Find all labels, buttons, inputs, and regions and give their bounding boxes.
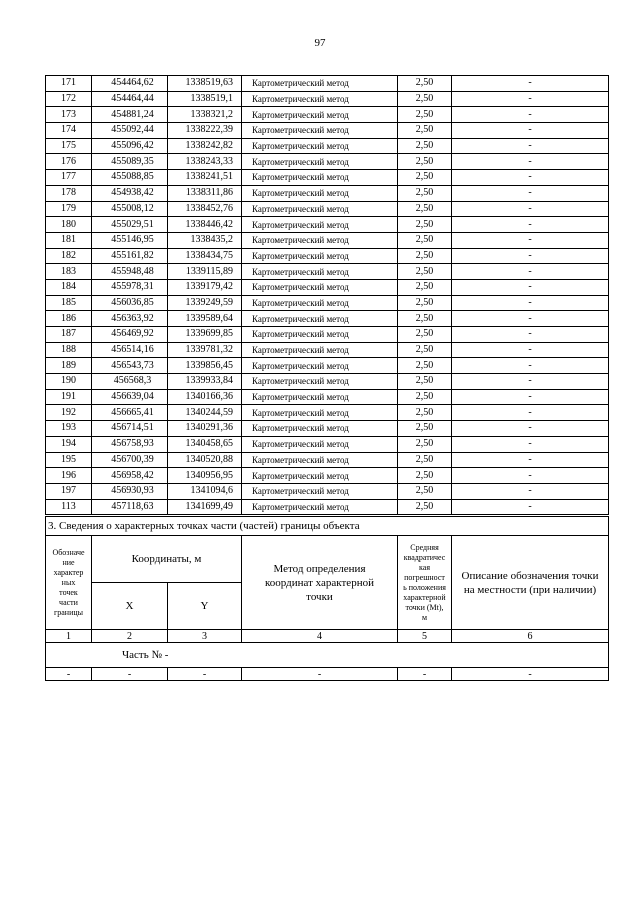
method: Картометрический метод [242,91,398,107]
y-coordinate: 1341699,49 [168,499,242,515]
error-value: 2,50 [398,170,452,186]
description: - [452,217,609,233]
x-coordinate: 456958,42 [92,468,168,484]
method: Картометрический метод [242,76,398,92]
point-number: 174 [46,123,92,139]
column-number: 5 [398,630,452,643]
table-row [46,311,609,327]
description: - [452,76,609,92]
method: Картометрический метод [242,217,398,233]
empty-cell: - [168,668,242,681]
x-coordinate: 454464,62 [92,76,168,92]
y-coordinate: 1338321,2 [168,107,242,123]
x-coordinate: 455146,95 [92,232,168,248]
table-row [46,138,609,154]
error-value: 2,50 [398,342,452,358]
point-number: 195 [46,452,92,468]
method: Картометрический метод [242,405,398,421]
table-row [46,201,609,217]
description: - [452,123,609,139]
method: Картометрический метод [242,248,398,264]
y-coordinate: 1340956,95 [168,468,242,484]
description: - [452,468,609,484]
error-value: 2,50 [398,279,452,295]
method: Картометрический метод [242,201,398,217]
point-number: 176 [46,154,92,170]
y-coordinate: 1339856,45 [168,358,242,374]
description: - [452,483,609,499]
x-coordinate: 454464,44 [92,91,168,107]
x-coordinate: 456568,3 [92,374,168,390]
method: Картометрический метод [242,452,398,468]
x-coordinate: 455008,12 [92,201,168,217]
point-number: 191 [46,389,92,405]
error-value: 2,50 [398,436,452,452]
table-row [46,327,609,343]
table-row [46,232,609,248]
empty-cell: - [398,668,452,681]
x-coordinate: 455978,31 [92,279,168,295]
error-value: 2,50 [398,468,452,484]
x-coordinate: 455088,85 [92,170,168,186]
error-value: 2,50 [398,217,452,233]
error-value: 2,50 [398,295,452,311]
x-coordinate: 455161,82 [92,248,168,264]
table-row [46,264,609,280]
header-description: Описание обозначения точки на местности (при наличии) [452,536,609,630]
table-row [46,389,609,405]
method: Картометрический метод [242,358,398,374]
description: - [452,389,609,405]
table-row [46,170,609,186]
error-value: 2,50 [398,185,452,201]
description: - [452,295,609,311]
x-coordinate: 456930,93 [92,483,168,499]
error-value: 2,50 [398,499,452,515]
point-number: 190 [46,374,92,390]
y-coordinate: 1338311,86 [168,185,242,201]
description: - [452,107,609,123]
error-value: 2,50 [398,452,452,468]
point-number: 183 [46,264,92,280]
header-coordinates: Координаты, м [92,536,242,583]
table-row [46,452,609,468]
y-coordinate: 1338435,2 [168,232,242,248]
table-row [46,499,609,515]
method: Картометрический метод [242,279,398,295]
table-row [46,436,609,452]
point-number: 181 [46,232,92,248]
x-coordinate: 456514,16 [92,342,168,358]
method: Картометрический метод [242,232,398,248]
empty-cell: - [92,668,168,681]
part-label: Часть № - [46,643,609,668]
method: Картометрический метод [242,295,398,311]
table-row [46,421,609,437]
y-coordinate: 1338243,33 [168,154,242,170]
point-number: 188 [46,342,92,358]
error-value: 2,50 [398,264,452,280]
x-coordinate: 456758,93 [92,436,168,452]
point-number: 179 [46,201,92,217]
point-number: 187 [46,327,92,343]
y-coordinate: 1338241,51 [168,170,242,186]
y-coordinate: 1338242,82 [168,138,242,154]
method: Картометрический метод [242,107,398,123]
header-x: X [92,583,168,630]
table-row [46,185,609,201]
header-row [46,536,609,583]
description: - [452,185,609,201]
table-row [46,295,609,311]
point-number: 196 [46,468,92,484]
description: - [452,248,609,264]
y-coordinate: 1338434,75 [168,248,242,264]
y-coordinate: 1339781,32 [168,342,242,358]
y-coordinate: 1340166,36 [168,389,242,405]
y-coordinate: 1340291,36 [168,421,242,437]
error-value: 2,50 [398,154,452,170]
header-point-designation: Обозначе ние характер ных точек части границы [46,536,92,630]
table-row [46,248,609,264]
x-coordinate: 455089,35 [92,154,168,170]
x-coordinate: 455092,44 [92,123,168,139]
point-number: 184 [46,279,92,295]
error-value: 2,50 [398,201,452,217]
y-coordinate: 1338519,1 [168,91,242,107]
empty-cell: - [46,668,92,681]
method: Картометрический метод [242,374,398,390]
error-value: 2,50 [398,311,452,327]
error-value: 2,50 [398,421,452,437]
point-number: 171 [46,76,92,92]
point-number: 182 [46,248,92,264]
y-coordinate: 1340458,65 [168,436,242,452]
y-coordinate: 1339179,42 [168,279,242,295]
description: - [452,327,609,343]
description: - [452,342,609,358]
point-number: 193 [46,421,92,437]
method: Картометрический метод [242,499,398,515]
point-number: 180 [46,217,92,233]
point-number: 194 [46,436,92,452]
section-title: 3. Сведения о характерных точках части (частей) границы объекта [46,517,609,536]
x-coordinate: 456469,92 [92,327,168,343]
x-coordinate: 456714,51 [92,421,168,437]
y-coordinate: 1339115,89 [168,264,242,280]
header-y: Y [168,583,242,630]
point-number: 173 [46,107,92,123]
method: Картометрический метод [242,389,398,405]
method: Картометрический метод [242,436,398,452]
x-coordinate: 455948,48 [92,264,168,280]
table-row [46,154,609,170]
description: - [452,436,609,452]
column-number: 3 [168,630,242,643]
error-value: 2,50 [398,327,452,343]
error-value: 2,50 [398,389,452,405]
table-row [46,123,609,139]
point-number: 189 [46,358,92,374]
description: - [452,170,609,186]
empty-data-row [46,668,609,681]
description: - [452,264,609,280]
y-coordinate: 1339699,85 [168,327,242,343]
section-title-row [46,517,609,536]
x-coordinate: 455096,42 [92,138,168,154]
boundary-points-body [46,76,609,515]
column-number: 2 [92,630,168,643]
page-number: 97 [314,37,326,49]
method: Картометрический метод [242,123,398,139]
y-coordinate: 1340520,88 [168,452,242,468]
description: - [452,154,609,170]
table-row [46,76,609,92]
x-coordinate: 454881,24 [92,107,168,123]
y-coordinate: 1339249,59 [168,295,242,311]
table-row [46,405,609,421]
error-value: 2,50 [398,138,452,154]
header-method: Метод определения координат характерной точки [242,536,398,630]
method: Картометрический метод [242,154,398,170]
y-coordinate: 1339589,64 [168,311,242,327]
x-coordinate: 456543,73 [92,358,168,374]
table-row [46,358,609,374]
error-value: 2,50 [398,76,452,92]
x-coordinate: 455029,51 [92,217,168,233]
description: - [452,358,609,374]
x-coordinate: 456363,92 [92,311,168,327]
point-number: 185 [46,295,92,311]
part-points-table [45,516,609,681]
empty-cell: - [242,668,398,681]
error-value: 2,50 [398,248,452,264]
y-coordinate: 1338446,42 [168,217,242,233]
empty-cell: - [452,668,609,681]
error-value: 2,50 [398,405,452,421]
table-row [46,374,609,390]
description: - [452,374,609,390]
description: - [452,421,609,437]
error-value: 2,50 [398,483,452,499]
method: Картометрический метод [242,170,398,186]
x-coordinate: 457118,63 [92,499,168,515]
x-coordinate: 456665,41 [92,405,168,421]
column-number-row [46,630,609,643]
part-label-row [46,643,609,668]
method: Картометрический метод [242,342,398,358]
error-value: 2,50 [398,91,452,107]
method: Картометрический метод [242,138,398,154]
description: - [452,232,609,248]
y-coordinate: 1341094,6 [168,483,242,499]
x-coordinate: 456036,85 [92,295,168,311]
boundary-points-table [45,75,609,515]
method: Картометрический метод [242,311,398,327]
point-number: 177 [46,170,92,186]
y-coordinate: 1340244,59 [168,405,242,421]
point-number: 197 [46,483,92,499]
point-number: 186 [46,311,92,327]
description: - [452,499,609,515]
description: - [452,201,609,217]
column-number: 4 [242,630,398,643]
column-number: 1 [46,630,92,643]
description: - [452,91,609,107]
y-coordinate: 1339933,84 [168,374,242,390]
error-value: 2,50 [398,107,452,123]
table-row [46,91,609,107]
error-value: 2,50 [398,358,452,374]
method: Картометрический метод [242,483,398,499]
point-number: 192 [46,405,92,421]
description: - [452,405,609,421]
description: - [452,279,609,295]
y-coordinate: 1338519,63 [168,76,242,92]
error-value: 2,50 [398,374,452,390]
description: - [452,138,609,154]
table-row [46,483,609,499]
point-number: 172 [46,91,92,107]
point-number: 113 [46,499,92,515]
table-row [46,279,609,295]
method: Картометрический метод [242,327,398,343]
method: Картометрический метод [242,468,398,484]
method: Картометрический метод [242,264,398,280]
x-coordinate: 454938,42 [92,185,168,201]
table-row [46,217,609,233]
table-row [46,107,609,123]
table-row [46,342,609,358]
method: Картометрический метод [242,421,398,437]
x-coordinate: 456639,04 [92,389,168,405]
description: - [452,311,609,327]
x-coordinate: 456700,39 [92,452,168,468]
column-number: 6 [452,630,609,643]
table-row [46,468,609,484]
header-error: Средняя квадратичес кая погрешност ь положения характерной точки (Mt), м [398,536,452,630]
method: Картометрический метод [242,185,398,201]
description: - [452,452,609,468]
y-coordinate: 1338222,39 [168,123,242,139]
error-value: 2,50 [398,123,452,139]
point-number: 178 [46,185,92,201]
point-number: 175 [46,138,92,154]
y-coordinate: 1338452,76 [168,201,242,217]
error-value: 2,50 [398,232,452,248]
